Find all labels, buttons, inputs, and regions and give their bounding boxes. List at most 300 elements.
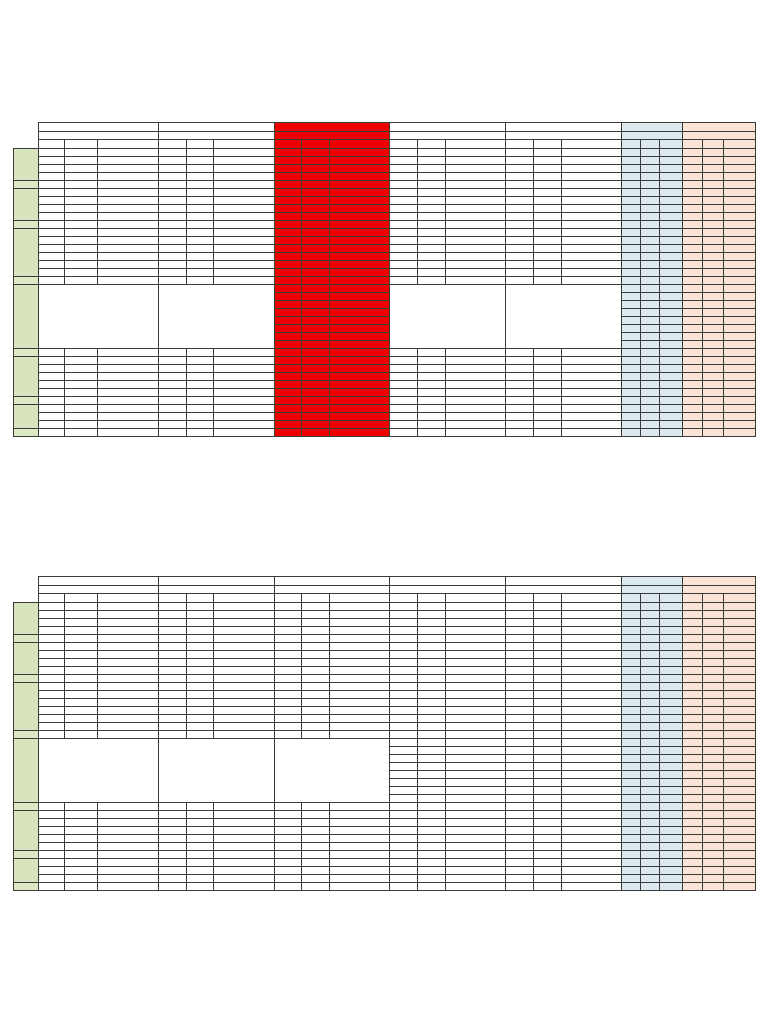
schedule-cell (302, 197, 330, 205)
target-cell (330, 827, 390, 835)
separator-cell (330, 397, 390, 405)
target-cell (446, 381, 506, 389)
empty-cell (330, 165, 390, 173)
separator-cell (302, 429, 330, 437)
empty-cell (561, 149, 621, 157)
schedule-cell (418, 269, 446, 277)
customer-cell (621, 269, 640, 277)
customer-cell (506, 667, 534, 675)
target-cell (660, 643, 683, 651)
fav-point-label (14, 277, 39, 285)
target-cell (214, 643, 274, 651)
separator-cell (660, 397, 683, 405)
separator-cell (703, 181, 723, 189)
customer-cell (390, 779, 418, 787)
empty-cell (274, 341, 302, 349)
schedule-cell (65, 213, 97, 221)
target-cell (214, 213, 274, 221)
target-cell (561, 245, 621, 253)
separator-cell (506, 429, 534, 437)
target-cell (723, 365, 755, 373)
customer-cell (506, 389, 534, 397)
empty-cell (533, 165, 561, 173)
target-cell (723, 707, 755, 715)
target-cell (330, 269, 390, 277)
customer-cell (38, 389, 65, 397)
customer-cell (158, 365, 186, 373)
schedule-cell (703, 245, 723, 253)
customer-cell (621, 875, 640, 883)
schedule-cell (65, 651, 97, 659)
separator-cell (723, 883, 755, 891)
customer-cell (274, 867, 302, 875)
empty-cell (561, 755, 621, 763)
customer-cell (38, 197, 65, 205)
schedule-cell (418, 197, 446, 205)
target-cell (723, 643, 755, 651)
customer-cell (38, 413, 65, 421)
target-cell (214, 357, 274, 365)
separator-cell (533, 429, 561, 437)
target-cell (330, 643, 390, 651)
customer-cell (390, 213, 418, 221)
empty-cell (660, 795, 683, 803)
empty-cell (723, 739, 755, 747)
separator-cell (158, 277, 186, 285)
customer-cell (158, 229, 186, 237)
schedule-cell (703, 667, 723, 675)
schedule-cell (703, 811, 723, 819)
separator-cell (418, 731, 446, 739)
separator-cell (561, 429, 621, 437)
customer-cell (682, 389, 702, 397)
header-corner (14, 577, 39, 586)
column-header (186, 594, 214, 603)
empty-cell (65, 627, 97, 635)
separator-cell (214, 429, 274, 437)
schedule-cell (418, 707, 446, 715)
empty-cell (330, 619, 390, 627)
empty-cell (38, 173, 65, 181)
empty-cell (446, 627, 506, 635)
empty-cell (390, 603, 418, 611)
empty-cell (682, 739, 702, 747)
column-header (561, 594, 621, 603)
target-cell (660, 269, 683, 277)
target-cell (330, 707, 390, 715)
customer-cell (682, 715, 702, 723)
empty-cell (302, 157, 330, 165)
schedule-cell (65, 859, 97, 867)
target-cell (446, 755, 506, 763)
schedule-cell (186, 381, 214, 389)
customer-cell (682, 699, 702, 707)
lukas-assignment (506, 285, 622, 349)
empty-cell (330, 301, 390, 309)
schedule-cell (533, 715, 561, 723)
target-cell (97, 715, 158, 723)
extra-cell (506, 851, 534, 859)
column-header (330, 594, 390, 603)
extra-cell (703, 851, 723, 859)
lukas-assignment (390, 285, 506, 349)
fav-point-label (14, 429, 39, 437)
customer-cell (274, 651, 302, 659)
separator-cell (418, 221, 446, 229)
schedule-cell (418, 261, 446, 269)
target-cell (723, 373, 755, 381)
customer-cell (390, 237, 418, 245)
empty-cell (186, 165, 214, 173)
target-cell (561, 859, 621, 867)
column-header (723, 140, 755, 149)
empty-cell (214, 611, 274, 619)
empty-cell (703, 157, 723, 165)
separator-cell (641, 731, 660, 739)
customer-cell (38, 707, 65, 715)
customer-cell (621, 667, 640, 675)
schedule-cell (418, 859, 446, 867)
empty-cell (158, 165, 186, 173)
empty-cell (274, 173, 302, 181)
customer-cell (682, 357, 702, 365)
column-header (506, 140, 534, 149)
extra-cell (97, 851, 158, 859)
separator-cell (418, 397, 446, 405)
empty-cell (723, 157, 755, 165)
customer-cell (621, 245, 640, 253)
target-cell (446, 819, 506, 827)
customer-cell (38, 269, 65, 277)
person-label-gian (14, 229, 39, 277)
separator-cell (703, 429, 723, 437)
empty-cell (506, 787, 534, 795)
schedule-cell (302, 867, 330, 875)
empty-cell (660, 333, 683, 341)
schedule-cell (186, 715, 214, 723)
customer-cell (682, 691, 702, 699)
schedule-cell (703, 699, 723, 707)
customer-cell (158, 715, 186, 723)
separator-cell (38, 349, 65, 357)
target-cell (446, 197, 506, 205)
target-cell (446, 699, 506, 707)
empty-cell (214, 165, 274, 173)
schedule-cell (418, 365, 446, 373)
schedule-cell (418, 389, 446, 397)
schedule-cell (186, 205, 214, 213)
customer-cell (274, 875, 302, 883)
extra-cell (390, 851, 418, 859)
column-header (38, 594, 65, 603)
target-cell (330, 875, 390, 883)
empty-cell (97, 149, 158, 157)
schedule-cell (186, 811, 214, 819)
target-cell (660, 389, 683, 397)
person-label-lukas (14, 285, 39, 349)
separator-cell (418, 675, 446, 683)
schedule-cell (703, 381, 723, 389)
separator-cell (274, 883, 302, 891)
customer-cell (682, 819, 702, 827)
customer-cell (506, 643, 534, 651)
day-date (38, 123, 158, 132)
schedule-cell (186, 707, 214, 715)
customer-cell (390, 795, 418, 803)
target-cell (723, 819, 755, 827)
customer-cell (158, 723, 186, 731)
empty-cell (65, 611, 97, 619)
empty-cell (621, 747, 640, 755)
target-cell (660, 405, 683, 413)
separator-cell (274, 731, 302, 739)
empty-cell (561, 165, 621, 173)
empty-cell (302, 309, 330, 317)
target-cell (660, 835, 683, 843)
customer-cell (158, 213, 186, 221)
schedule-cell (418, 659, 446, 667)
customer-cell (38, 723, 65, 731)
target-cell (660, 723, 683, 731)
separator-cell (214, 635, 274, 643)
empty-cell (660, 739, 683, 747)
separator-cell (561, 675, 621, 683)
separator-cell (330, 181, 390, 189)
schedule-cell (418, 779, 446, 787)
target-cell (97, 819, 158, 827)
customer-cell (682, 373, 702, 381)
schedule-cell (418, 787, 446, 795)
target-cell (723, 723, 755, 731)
schedule-cell (533, 875, 561, 883)
schedule-cell (186, 867, 214, 875)
separator-cell (533, 181, 561, 189)
schedule-cell (703, 205, 723, 213)
customer-cell (682, 237, 702, 245)
separator-cell (186, 277, 214, 285)
customer-cell (390, 763, 418, 771)
customer-cell (390, 811, 418, 819)
schedule-cell (641, 659, 660, 667)
separator-cell (158, 349, 186, 357)
target-cell (561, 683, 621, 691)
target-cell (660, 261, 683, 269)
empty-cell (703, 165, 723, 173)
empty-cell (158, 173, 186, 181)
separator-cell (446, 883, 506, 891)
empty-cell (302, 165, 330, 173)
separator-cell (682, 675, 702, 683)
customer-cell (682, 683, 702, 691)
schedule-cell (65, 357, 97, 365)
separator-cell (274, 277, 302, 285)
separator-cell (723, 675, 755, 683)
column-header (703, 594, 723, 603)
customer-cell (158, 373, 186, 381)
empty-cell (723, 611, 755, 619)
separator-cell (506, 221, 534, 229)
empty-cell (621, 317, 640, 325)
customer-cell (682, 413, 702, 421)
target-cell (446, 205, 506, 213)
separator-cell (65, 883, 97, 891)
separator-cell (158, 635, 186, 643)
schedule-cell (703, 365, 723, 373)
schedule-cell (418, 253, 446, 261)
empty-cell (330, 285, 390, 293)
separator-cell (561, 635, 621, 643)
empty-cell (274, 611, 302, 619)
schedule-cell (186, 835, 214, 843)
separator-cell (390, 397, 418, 405)
separator-cell (302, 349, 330, 357)
customer-cell (506, 867, 534, 875)
lukas-assignment (158, 285, 274, 349)
target-cell (97, 667, 158, 675)
target-cell (723, 405, 755, 413)
schedule-cell (533, 269, 561, 277)
schedule-cell (418, 747, 446, 755)
customer-cell (158, 413, 186, 421)
separator-cell (660, 675, 683, 683)
customer-cell (274, 707, 302, 715)
customer-cell (506, 699, 534, 707)
separator-cell (506, 397, 534, 405)
person-label-rini (14, 859, 39, 883)
separator-cell (723, 397, 755, 405)
customer-cell (38, 683, 65, 691)
empty-cell (533, 627, 561, 635)
empty-cell (38, 619, 65, 627)
empty-cell (641, 795, 660, 803)
empty-cell (330, 341, 390, 349)
empty-cell (641, 317, 660, 325)
target-cell (446, 691, 506, 699)
target-cell (561, 867, 621, 875)
schedule-cell (703, 827, 723, 835)
customer-cell (158, 651, 186, 659)
column-header (214, 140, 274, 149)
empty-cell (561, 603, 621, 611)
target-cell (214, 651, 274, 659)
customer-cell (390, 229, 418, 237)
column-header (38, 140, 65, 149)
schedule-cell (186, 213, 214, 221)
customer-cell (390, 261, 418, 269)
empty-cell (682, 619, 702, 627)
customer-cell (390, 771, 418, 779)
separator-cell (506, 277, 534, 285)
empty-cell (621, 309, 640, 317)
customer-cell (506, 421, 534, 429)
column-header (506, 594, 534, 603)
separator-cell (703, 635, 723, 643)
column-header (446, 594, 506, 603)
empty-cell (446, 149, 506, 157)
empty-cell (641, 285, 660, 293)
empty-cell (641, 325, 660, 333)
customer-cell (274, 213, 302, 221)
empty-cell (506, 795, 534, 803)
empty-cell (302, 173, 330, 181)
schedule-cell (641, 691, 660, 699)
target-cell (660, 819, 683, 827)
customer-cell (158, 811, 186, 819)
schedule-cell (641, 707, 660, 715)
separator-cell (214, 803, 274, 811)
customer-cell (682, 651, 702, 659)
header-corner (14, 123, 39, 132)
empty-cell (446, 157, 506, 165)
header-corner (14, 132, 39, 140)
separator-cell (274, 429, 302, 437)
separator-cell (38, 429, 65, 437)
schedule-cell (186, 859, 214, 867)
target-cell (446, 261, 506, 269)
empty-cell (703, 309, 723, 317)
empty-cell (641, 149, 660, 157)
schedule-cell (186, 421, 214, 429)
empty-cell (621, 285, 640, 293)
extra-cell (65, 851, 97, 859)
target-cell (446, 189, 506, 197)
empty-cell (158, 619, 186, 627)
customer-cell (506, 715, 534, 723)
target-cell (723, 875, 755, 883)
customer-cell (38, 245, 65, 253)
customer-cell (621, 659, 640, 667)
target-cell (561, 261, 621, 269)
customer-cell (506, 691, 534, 699)
customer-cell (682, 245, 702, 253)
customer-cell (274, 819, 302, 827)
empty-cell (186, 627, 214, 635)
separator-cell (723, 277, 755, 285)
separator-cell (446, 675, 506, 683)
fav-point-label (14, 851, 39, 859)
column-header (660, 594, 683, 603)
target-cell (330, 197, 390, 205)
empty-cell (214, 149, 274, 157)
schedule-cell (302, 229, 330, 237)
schedule-cell (186, 843, 214, 851)
schedule-cell (641, 819, 660, 827)
separator-cell (723, 349, 755, 357)
customer-cell (621, 197, 640, 205)
empty-cell (330, 317, 390, 325)
schedule-cell (302, 357, 330, 365)
column-header (390, 140, 418, 149)
empty-cell (660, 787, 683, 795)
empty-cell (682, 779, 702, 787)
separator-cell (641, 635, 660, 643)
empty-cell (641, 333, 660, 341)
target-cell (214, 413, 274, 421)
customer-cell (158, 389, 186, 397)
schedule-cell (65, 819, 97, 827)
schedule-cell (418, 229, 446, 237)
column-header (621, 140, 640, 149)
empty-cell (621, 293, 640, 301)
target-cell (446, 357, 506, 365)
target-cell (723, 205, 755, 213)
schedule-cell (641, 643, 660, 651)
empty-cell (703, 341, 723, 349)
target-cell (330, 651, 390, 659)
customer-cell (274, 365, 302, 373)
schedule-cell (703, 683, 723, 691)
empty-cell (621, 739, 640, 747)
